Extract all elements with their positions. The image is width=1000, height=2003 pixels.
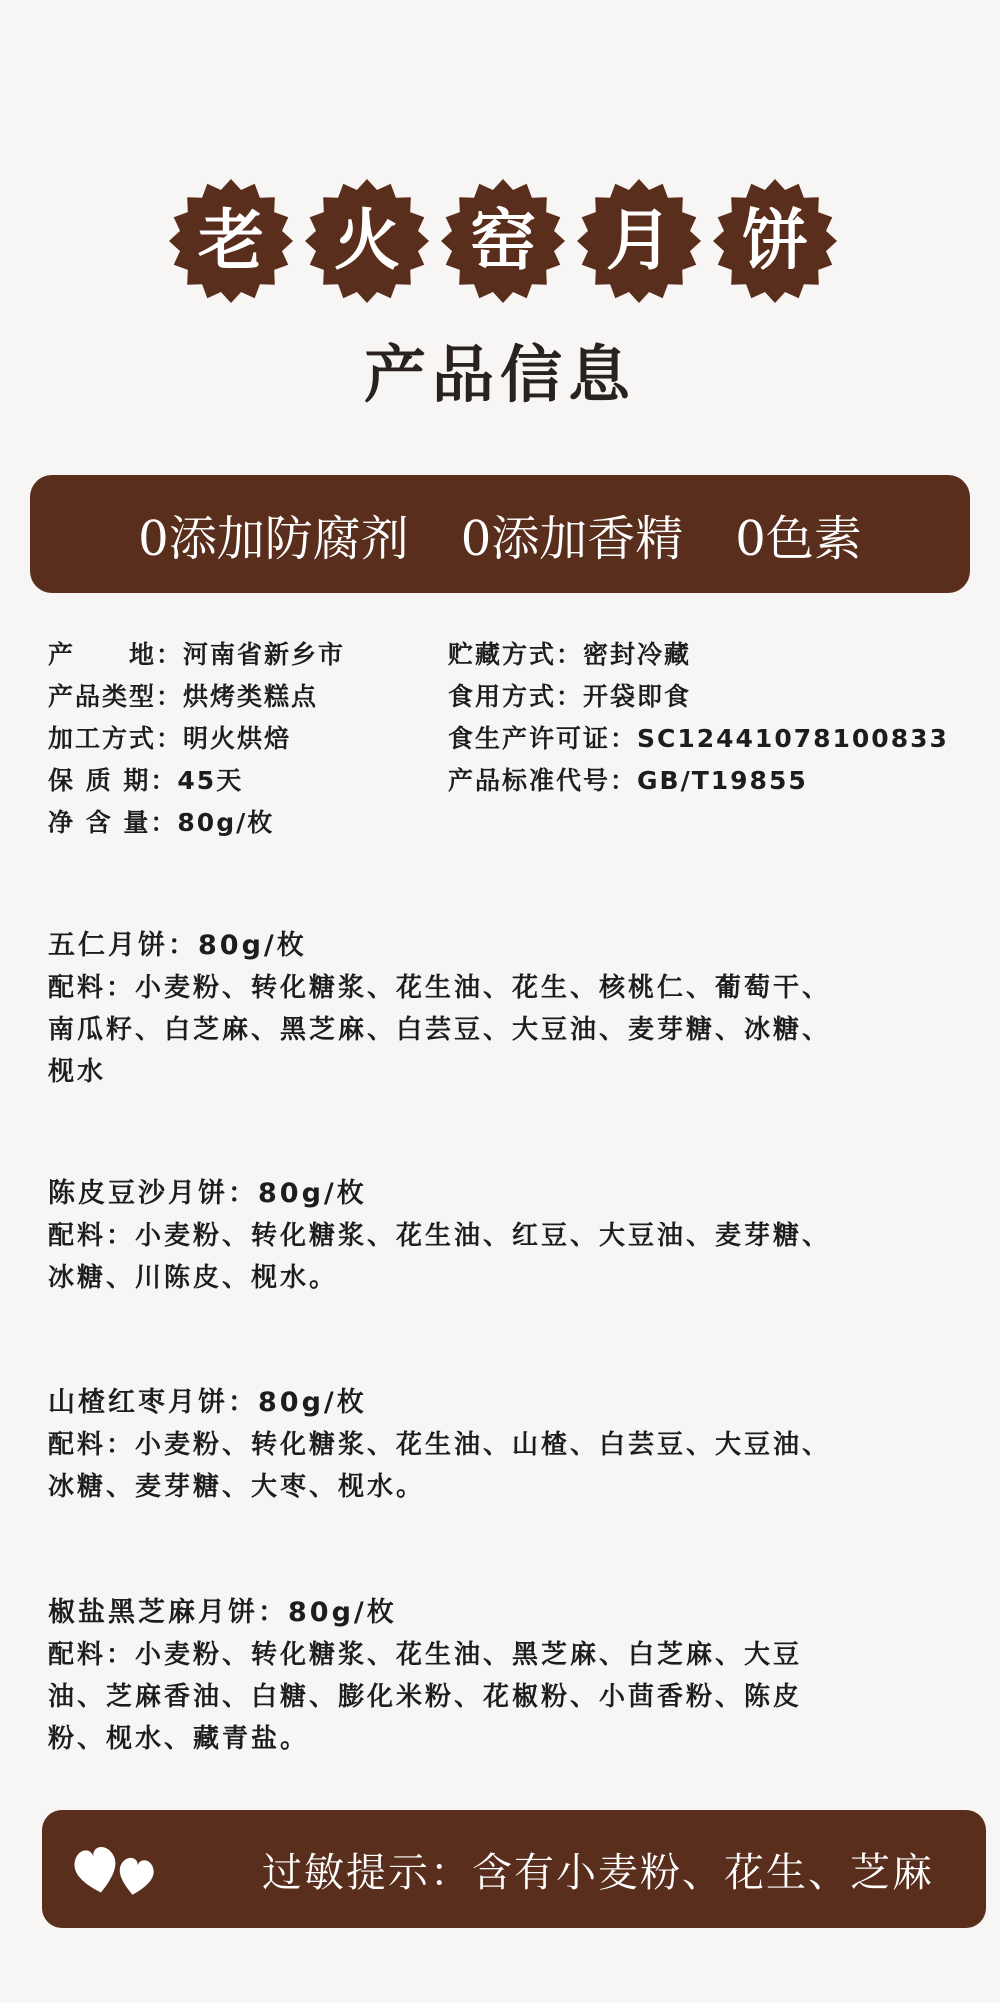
info-row <box>48 758 968 800</box>
title-badge <box>712 178 838 304</box>
page-subtitle: 产品信息 <box>363 338 636 411</box>
product-name: 陈皮豆沙月饼：80g/枚 <box>48 1178 367 1209</box>
allergy-banner <box>42 1810 986 1928</box>
no-additives-banner <box>30 475 970 593</box>
info-row <box>48 674 968 716</box>
product-name: 山楂红枣月饼：80g/枚 <box>48 1387 367 1418</box>
title-char: 老 <box>198 202 264 279</box>
info-storage: 贮藏方式：密封冷藏 <box>448 640 692 669</box>
title-badge <box>440 178 566 304</box>
ingredient-line: 粉、枧水、藏青盐。 <box>48 1724 310 1754</box>
info-row <box>48 632 968 674</box>
ingredient-line: 配料：小麦粉、转化糖浆、花生油、红豆、大豆油、麦芽糖、 <box>48 1221 832 1251</box>
info-origin: 产 地：河南省新乡市 <box>48 640 346 669</box>
info-net-weight: 净 含 量：80g/枚 <box>48 808 275 837</box>
ingredient-line: 油、芝麻香油、白糖、膨化米粉、花椒粉、小茴香粉、陈皮 <box>48 1682 803 1712</box>
info-row <box>48 716 968 758</box>
info-shelf-life: 保 质 期：45天 <box>48 766 244 795</box>
banner-item: 0色素 <box>735 510 862 567</box>
hearts-icon <box>72 1839 162 1899</box>
product-info-grid <box>48 632 968 842</box>
ingredient-line: 南瓜籽、白芝麻、黑芝麻、白芸豆、大豆油、麦芽糖、冰糖、 <box>48 1015 832 1045</box>
title-char: 饼 <box>742 202 808 279</box>
info-license: 食生产许可证：SC12441078100833 <box>448 724 949 753</box>
allergy-text: 过敏提示：含有小麦粉、花生、芝麻 <box>262 1849 934 1896</box>
info-standard: 产品标准代号：GB/T19855 <box>448 766 808 795</box>
title-badges <box>168 178 838 304</box>
product-name: 椒盐黑芝麻月饼：80g/枚 <box>48 1597 397 1628</box>
banner-item: 0添加防腐剂 <box>138 510 409 567</box>
ingredient-line: 配料：小麦粉、转化糖浆、花生油、黑芝麻、白芝麻、大豆 <box>48 1640 803 1670</box>
ingredient-line: 配料：小麦粉、转化糖浆、花生油、花生、核桃仁、葡萄干、 <box>48 973 832 1003</box>
title-char: 窑 <box>470 202 536 279</box>
banner-item: 0添加香精 <box>460 510 684 567</box>
info-usage: 食用方式：开袋即食 <box>448 682 692 711</box>
ingredient-line: 冰糖、麦芽糖、大枣、枧水。 <box>48 1472 426 1502</box>
product-block <box>48 1382 948 1508</box>
info-process: 加工方式：明火烘焙 <box>48 724 292 753</box>
info-row <box>48 800 968 842</box>
ingredient-line: 冰糖、川陈皮、枧水。 <box>48 1263 339 1293</box>
product-name: 五仁月饼：80g/枚 <box>48 930 307 961</box>
product-block <box>48 1592 948 1760</box>
title-badge <box>168 178 294 304</box>
ingredient-line: 枧水 <box>48 1057 107 1087</box>
ingredient-line: 配料：小麦粉、转化糖浆、花生油、山楂、白芸豆、大豆油、 <box>48 1430 832 1460</box>
title-badge <box>576 178 702 304</box>
info-type: 产品类型：烘烤类糕点 <box>48 682 319 711</box>
title-char: 火 <box>334 202 400 279</box>
product-block <box>48 1173 948 1299</box>
title-char: 月 <box>606 202 672 279</box>
title-badge <box>304 178 430 304</box>
product-block <box>48 925 948 1093</box>
